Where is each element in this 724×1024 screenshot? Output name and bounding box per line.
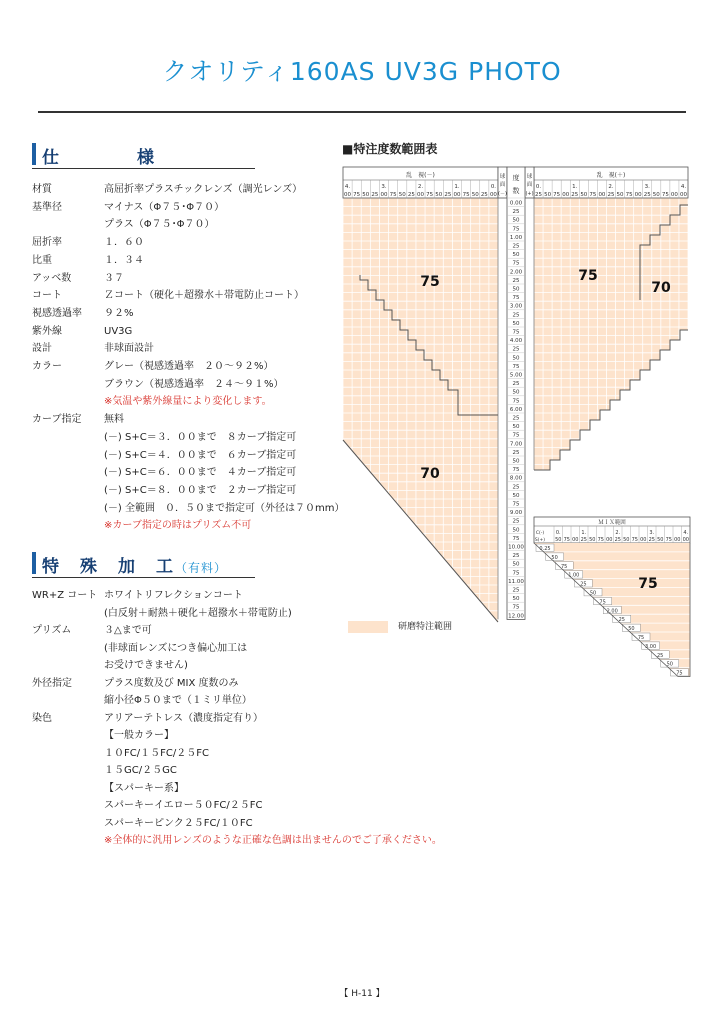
left-bottom-label: 25 [444,192,452,198]
degree-label: 50 [512,252,520,259]
degree-label: 11.00 [508,578,524,585]
mix-row-label: 2.00 [606,608,618,615]
degree-label: 75 [512,604,520,611]
degree-label: 25 [512,518,520,525]
degree-label: 6.00 [509,406,523,413]
mix-bottom-label: 00 [682,537,689,543]
mix-bottom-label: 25 [648,537,655,543]
mix-bottom-label: 75 [563,537,570,543]
degree-label: 25 [512,553,520,560]
special-row-value: スパーキーイエロー５０FC/２５FC [104,800,263,811]
page-number: 【 H-11 】 [339,989,385,999]
right-bottom-label: 75 [661,192,669,198]
degree-label: 75 [512,226,520,233]
right-top-label: 3. [644,184,650,190]
left-bottom-label: 00 [489,192,497,198]
special-row-label: 外径指定 [32,677,72,689]
left-bottom-label: 00 [380,192,388,198]
degree-label: 50 [512,458,520,465]
degree-label: 25 [512,243,520,250]
legend-label: 研磨特注範囲 [398,622,453,632]
right-bottom-label: 25 [571,192,579,198]
degree-label: 75 [512,467,520,474]
spec-row-value: ※気温や紫外線量により変化します。 [104,396,272,408]
special-row-value: (白反射＋耐熱＋硬化＋超撥水＋帯電防止) [104,607,292,619]
sphere-minus-label-1: 球 [499,174,506,180]
mix-row-label: 75 [561,563,568,570]
mix-zone-label-75: 75 [638,576,658,592]
right-top-label: 1. [572,184,578,190]
left-top-label: 3. [381,184,387,190]
spec-row-label: アッベ数 [32,272,72,284]
special-row-value: プラス度数及び MIX 度数のみ [104,677,239,689]
right-bottom-label: 00 [562,192,570,198]
right-header-title: 乱 視(＋) [596,172,626,179]
zone-label-left-70: 70 [420,466,440,482]
mix-bottom-label: 25 [580,537,587,543]
degree-label: 25 [512,449,520,456]
degree-label: 2.00 [509,269,523,276]
right-bottom-label: 50 [544,192,552,198]
zone-label-right-75: 75 [578,268,598,284]
degree-label: 75 [512,398,520,405]
degree-label: 1.00 [509,234,523,241]
mix-row-label: 25 [580,581,587,588]
left-bottom-label: 75 [353,192,361,198]
right-bottom-label: 00 [670,192,678,198]
degree-label: 25 [512,346,520,353]
special-row-value: １０FC/１５FC/２５FC [104,747,209,759]
mix-bottom-label: 25 [614,537,621,543]
left-top-label: 4. [344,184,351,190]
degree-label: 50 [512,561,520,568]
degree-label: 50 [512,355,520,362]
right-top-label: 2. [608,184,614,190]
left-bottom-label: 75 [426,192,434,198]
mix-row-label: 75 [599,599,606,606]
special-row-value: スパーキーピンク２５FC/１０FC [104,817,253,829]
degree-label: 25 [512,587,520,594]
degree-label: 50 [512,424,520,431]
mix-bottom-label: 00 [674,537,681,543]
degree-label: 7.00 [509,441,523,448]
degree-label: 10.00 [508,544,524,551]
special-row-value: 【一般カラー】 [104,730,174,741]
mix-row-label: 50 [551,554,558,561]
mix-row-label: 50 [628,626,635,633]
spec-row-label: カラー [32,361,62,372]
right-bottom-label: 25 [643,192,651,198]
left-top-label: 1. [454,184,460,190]
degree-label: 75 [512,260,520,267]
mix-row-label: 25 [618,617,625,624]
degree-label: 75 [512,432,520,439]
mix-bottom-label: 00 [606,537,613,543]
degree-label: 75 [512,295,520,302]
spec-row-label: 屈折率 [32,237,62,249]
zone-label-left-75: 75 [420,274,440,290]
degree-label: 50 [512,217,520,224]
left-bottom-label: 00 [417,192,424,198]
right-bottom-label: 50 [580,192,588,198]
spec-heading-text: 仕 様 [42,148,156,168]
degree-label: 75 [512,501,520,508]
right-bottom-label: 00 [679,192,687,198]
spec-row-value: Ｚコート（硬化＋超撥水＋帯電防止コート） [104,290,304,302]
degree-label: 75 [512,570,520,577]
sphere-plus-label-1: 球 [526,174,533,180]
degree-label: 25 [512,277,520,284]
degree-header-2: 数 [512,187,520,195]
spec-row-value: １．３４ [104,254,144,266]
left-bottom-label: 50 [435,192,443,198]
special-row-value: ３△まで可 [104,625,152,636]
zone-label-right-70: 70 [651,280,671,296]
right-top-label: 4. [680,184,687,190]
degree-label: 12.00 [508,613,524,620]
right-bottom-label: 25 [607,192,615,198]
chart-fill-right [534,198,688,470]
right-bottom-label: 25 [535,192,543,198]
left-bottom-label: 75 [462,192,470,198]
right-bottom-label: 75 [553,192,561,198]
spec-row-label: 紫外線 [32,325,62,337]
sphere-minus-sign: (－) [498,191,507,197]
mix-row-label: 3.00 [645,643,657,650]
degree-label: 25 [512,312,520,319]
mix-row-label: 50 [666,661,673,668]
spec-row-value: プラス（Φ７５･Φ７０） [104,219,215,231]
left-bottom-label: 25 [371,192,379,198]
mix-row-label: 75 [676,670,683,677]
left-bottom-label: 75 [389,192,397,198]
mix-top-label: 4. [683,530,689,536]
spec-row-label: 基準径 [32,201,62,213]
spec-row-value: ブラウン（視感透過率 ２４～９１%） [104,378,284,390]
sphere-plus-label-2: 面 [526,182,533,188]
right-bottom-label: 00 [634,192,642,198]
degree-label: 25 [512,209,520,216]
left-header-title: 乱 視(－) [406,172,435,179]
degree-label: 50 [512,596,520,603]
mix-bottom-label: 50 [589,537,596,543]
left-bottom-label: 50 [362,192,370,198]
spec-row-value: UV3G [104,325,133,337]
degree-label: 25 [512,415,520,422]
special-row-value: アリアーテトレス（濃度指定有り） [104,712,263,724]
right-bottom-label: 75 [589,192,597,198]
degree-label: 5.00 [509,372,523,379]
mix-row-label: 1.00 [568,572,580,579]
special-row-label: WR+Z コート [32,590,98,601]
degree-label: 50 [512,527,520,534]
right-bottom-label: 50 [616,192,624,198]
degree-label: 4.00 [509,338,523,345]
spec-row-label: 材質 [32,184,52,195]
spec-row-value: (－) S+C＝６．００まで ４カーブ指定可 [104,467,297,479]
spec-row-value: (－) S+C＝３．００まで ８カーブ指定可 [104,431,297,443]
mix-row-label: 0.25 [539,546,551,552]
special-row-value: (非球面レンズにつき偏心加工は [104,642,248,654]
special-row-value: ※全体的に汎用レンズのような正確な色調は出ませんのでご了承ください。 [104,835,442,846]
mix-corner-s: S(+) [534,538,546,543]
degree-header-1: 度 [512,174,520,182]
degree-label: 9.00 [509,510,523,517]
degree-label: 3.00 [509,303,523,310]
degree-label: 8.00 [509,475,523,482]
left-bottom-label: 00 [453,192,461,198]
right-bottom-label: 50 [652,192,660,198]
mix-bottom-label: 75 [597,537,604,543]
spec-row-label: コート [32,290,62,302]
right-bottom-label: 75 [625,192,633,198]
left-bottom-label: 50 [471,192,479,198]
mix-top-label: 0. [555,530,561,536]
chart-title: ■特注度数範囲表 [342,142,438,156]
degree-label: 50 [512,286,520,293]
special-row-value: 縮小径Φ５０まで（１ミリ単位） [104,695,252,706]
degree-label: 25 [512,484,520,491]
spec-row-value: ３７ [104,272,124,284]
right-top-label: 0. [535,184,542,190]
degree-label: 25 [512,381,520,388]
spec-row-value: グレー（視感透過率 ２０～９２%） [104,361,274,372]
left-top-label: 0. [490,184,497,190]
degree-label: 0.00 [509,200,523,207]
left-bottom-label: 25 [480,192,488,198]
spec-row-value: 高屈折率プラスチックレンズ（調光レンズ） [104,184,303,195]
special-row-label: プリズム [32,625,72,636]
degree-label: 75 [512,535,520,542]
left-bottom-label: 00 [344,192,352,198]
mix-bottom-label: 50 [555,537,562,543]
degree-label: 50 [512,492,520,499]
special-row-value: お受けできません) [104,660,188,671]
degree-label: 75 [512,329,520,336]
special-row-value: １５GC/２５GC [104,765,177,776]
left-top-label: 2. [417,184,424,190]
mix-title: ＭＩＸ範囲 [598,520,626,526]
spec-row-label: 設計 [32,343,52,355]
page-title: クオリティ160AS UV3G PHOTO [162,57,562,86]
mix-row-label: 50 [589,590,597,597]
mix-top-label: 2. [615,530,621,536]
mix-bottom-label: 50 [623,537,630,543]
right-bottom-label: 00 [598,192,606,198]
mix-top-label: 3. [649,530,655,536]
mix-top-label: 1. [581,530,587,536]
sphere-minus-label-2: 面 [499,182,506,188]
special-row-label: 染色 [32,712,52,724]
spec-row-value: ※カーブ指定の時はプリズム不可 [104,520,252,532]
special-row-value: ホワイトリフレクションコート [104,590,243,601]
mix-bottom-label: 50 [657,537,664,543]
degree-label: 75 [512,363,520,370]
special-heading-sub: （有料） [175,561,228,575]
spec-row-label: カーブ指定 [32,414,82,426]
mix-bottom-label: 00 [572,537,579,543]
spec-row-label: 視感透過率 [32,307,82,319]
spec-row-value: 非球面設計 [104,343,154,355]
left-bottom-label: 50 [398,192,406,198]
degree-label: 50 [512,320,520,327]
mix-bottom-label: 00 [640,537,647,543]
spec-row-value: (－) 全範囲 ０．５０まで指定可（外径は７０mm） [104,502,345,514]
spec-row-label: 比重 [32,254,52,266]
legend-swatch [348,621,388,633]
spec-row-value: (－) S+C＝８．００まで ２カーブ指定可 [104,484,297,496]
degree-label: 50 [512,389,520,396]
spec-row-value: マイナス（Φ７５･Φ７０） [104,201,225,213]
spec-row-value: ９２% [104,307,134,319]
sphere-plus-sign: (+) [525,191,534,197]
mix-bottom-label: 75 [665,537,672,543]
spec-row-value: (－) S+C＝４．００まで ６カーブ指定可 [104,449,297,461]
spec-row-value: １．６０ [104,237,144,249]
spec-row-value: 無料 [104,414,124,426]
mix-row-label: 75 [637,635,645,641]
special-heading-main: 特 殊 加 工 [42,557,175,577]
special-row-value: 【スパーキー系】 [104,782,184,794]
mix-row-label: 25 [657,652,664,659]
left-bottom-label: 25 [407,192,415,198]
mix-bottom-label: 75 [631,537,638,543]
mix-corner-c: C(-) [535,531,545,536]
